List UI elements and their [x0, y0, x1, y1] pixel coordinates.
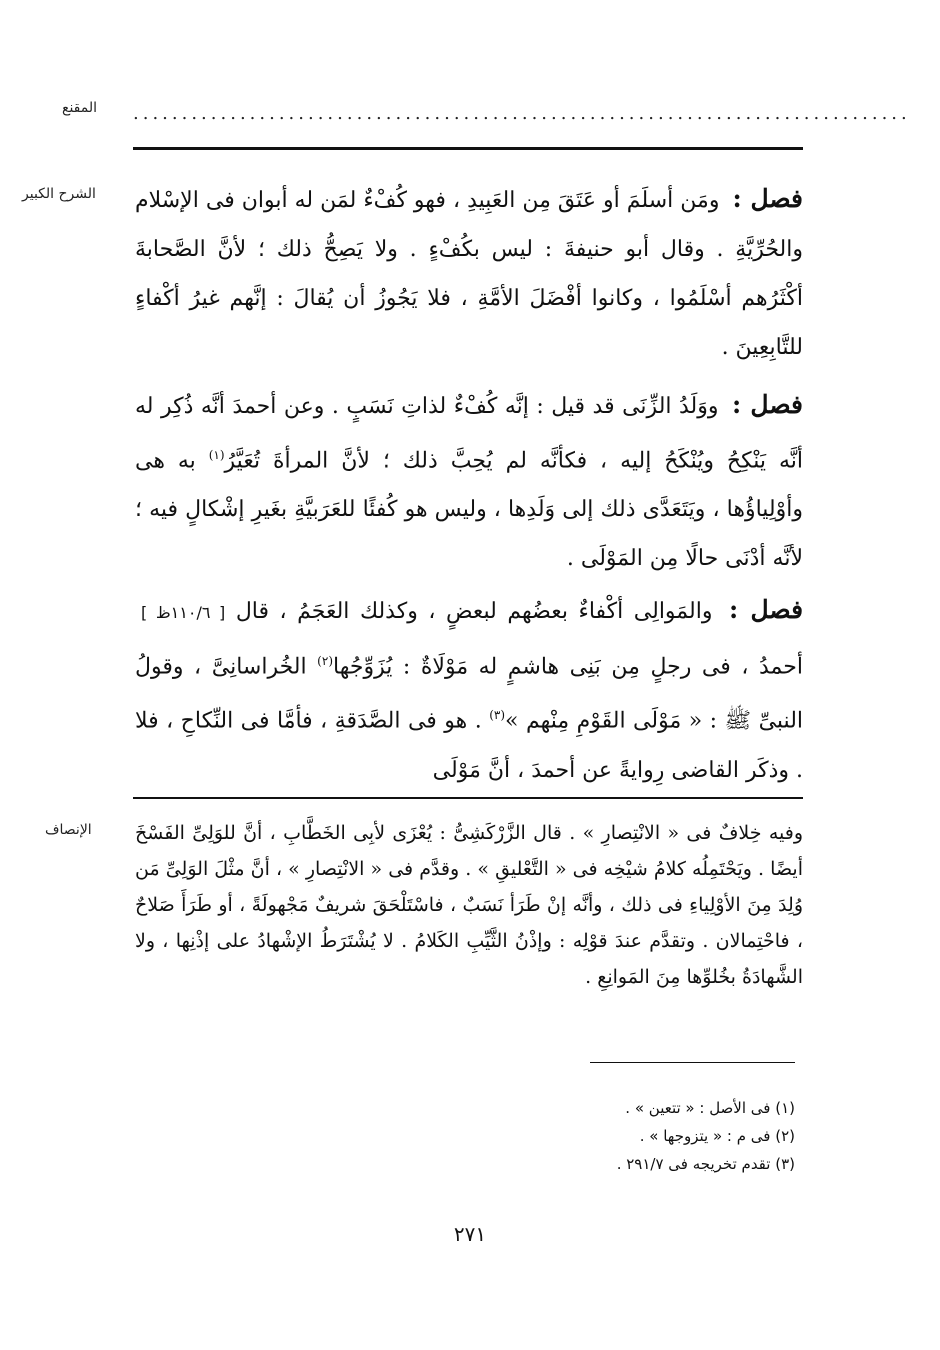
- sharh-label: الشرح الكبير: [22, 186, 96, 202]
- footnote-rule: [590, 1062, 795, 1063]
- header-rule: [133, 147, 803, 150]
- insaf-label: الإنصاف: [45, 822, 92, 838]
- footnote-marker: (٣): [489, 708, 506, 723]
- paragraph-text: ومَن أسلَمَ أو عَتَقَ مِن العَبِيدِ ، فهو كُفْءٌ لمَن له أبوان فى الإسْلام والحُرِّيَّةِ . وقال أبو حنيفةَ : ليس بكُفْءٍ . ولا يَصِحُّ ذلك ؛ لأنَّ الصَّحابةَ أكْثَرُهم أسْلَمُوا ، وكانوا أفْضَلَ الأمَّةِ ، فلا يَجُوزُ أن يُقالَ : إنَّهم غيرُ أكْفاءٍ للتَّابِعِينَ .: [135, 188, 803, 360]
- section-divider: [133, 797, 803, 799]
- paragraph-3: [135, 585, 803, 795]
- header-dotted-line: ................................................................................: [133, 103, 911, 124]
- footnote-2: (٢) فى م : « يتزوجها » .: [639, 1127, 795, 1145]
- paragraph-2: [135, 380, 803, 583]
- paragraph-heading: فصل :: [729, 595, 804, 624]
- footnote-marker: (١): [208, 448, 225, 462]
- insaf-text: وفيه خِلافٌ فى « الانْتِصارِ » . قال الزَّرْكَشِىُّ : يُعْزَى لأبِى الخَطَّابِ ، أنَّ للوَلِىِّ الفَسْخَ أيضًا . ويَحْتَمِلُه كلامُ شيْخِه فى « التَّعْليقِ » . وقدَّم فى « الانْتِصارِ » ، أنَّ مثْلَ الوَلِىِّ مَن وُلِدَ مِنَ الأوْلِياءِ فى ذلك ، وأنَّه إنْ طَرَأ نَسَبٌ ، فاسْتَلْحَقَ شريفٌ مَجْهولَةً ، أو طَرَأَ صَلاحٌ ، فاحْتِمالان . وتقدَّم عندَ قوْلِه : وإذْنُ الثَّيِّبِ الكَلامُ . لا يُشْتَرَطُ الإشْهادُ على إذْنِها ، ولا الشَّهادَةُ بخُلوِّها مِنَ المَوانِعِ .: [135, 822, 803, 988]
- paragraph-text: ووَلَدُ الزِّنَى قد قيل : إنَّه كُفْءٌ لذاتِ نَسَبٍ . وعن أحمدَ أنَّه ذُكِر له أنَّه يَنْكِحُ ويُنْكَحُ إليه ، فكأنَّه لم يُحِبَّ ذلك ؛ لأنَّ المرأةَ تُعَيَّرُ: [135, 394, 803, 474]
- footnote-3: (٣) تقدم تخريجه فى ٢٩١/٧ .: [616, 1155, 795, 1173]
- manuscript-reference: [ ١١٠/٦ظ ]: [141, 603, 226, 622]
- paragraph-heading: فصل :: [732, 390, 803, 419]
- paragraph-text: . هو فى الصَّدَقةِ ، فأمَّا فى النِّكاحِ ، فلا . وذكَر القاضى رِوايةً عن أحمدَ ، أنَّ مَوْلَى: [135, 708, 803, 783]
- header-book-title: المقنع: [62, 100, 98, 116]
- paragraph-text: والمَوالِى أكْفاءٌ بعضُهم لبعضٍ ، وكذلك العَجَمُ ، قال: [235, 599, 713, 624]
- paragraph-text: الخُراسانِىَّ ، وقولُ النبىِّ ﷺ : « مَوْلَى القَوْمِ مِنْهم »: [135, 654, 804, 734]
- paragraph-text: أحمدُ ، فى رجلٍ مِن بَنِى هاشمٍ له مَوْلَاةٌ : يُزَوِّجُها: [333, 654, 803, 680]
- footnote-1: (١) فى الأصل : « تتعين » .: [625, 1099, 795, 1117]
- footnote-marker: (٢): [317, 654, 333, 668]
- paragraph-text: به هى وأوْلِياؤُها ، ويَتَعَدَّى ذلك إلى وَلَدِها ، وليس هو كُفئًا للعَرَبيَّةِ بغَيرِ إشْكالٍ فيه ؛ لأنَّه أدْنَى حالًا مِن المَوْلَى .: [135, 448, 803, 572]
- page-number: ٢٧١: [453, 1222, 487, 1246]
- paragraph-1: [135, 174, 803, 372]
- paragraph-heading: فصل :: [732, 184, 804, 213]
